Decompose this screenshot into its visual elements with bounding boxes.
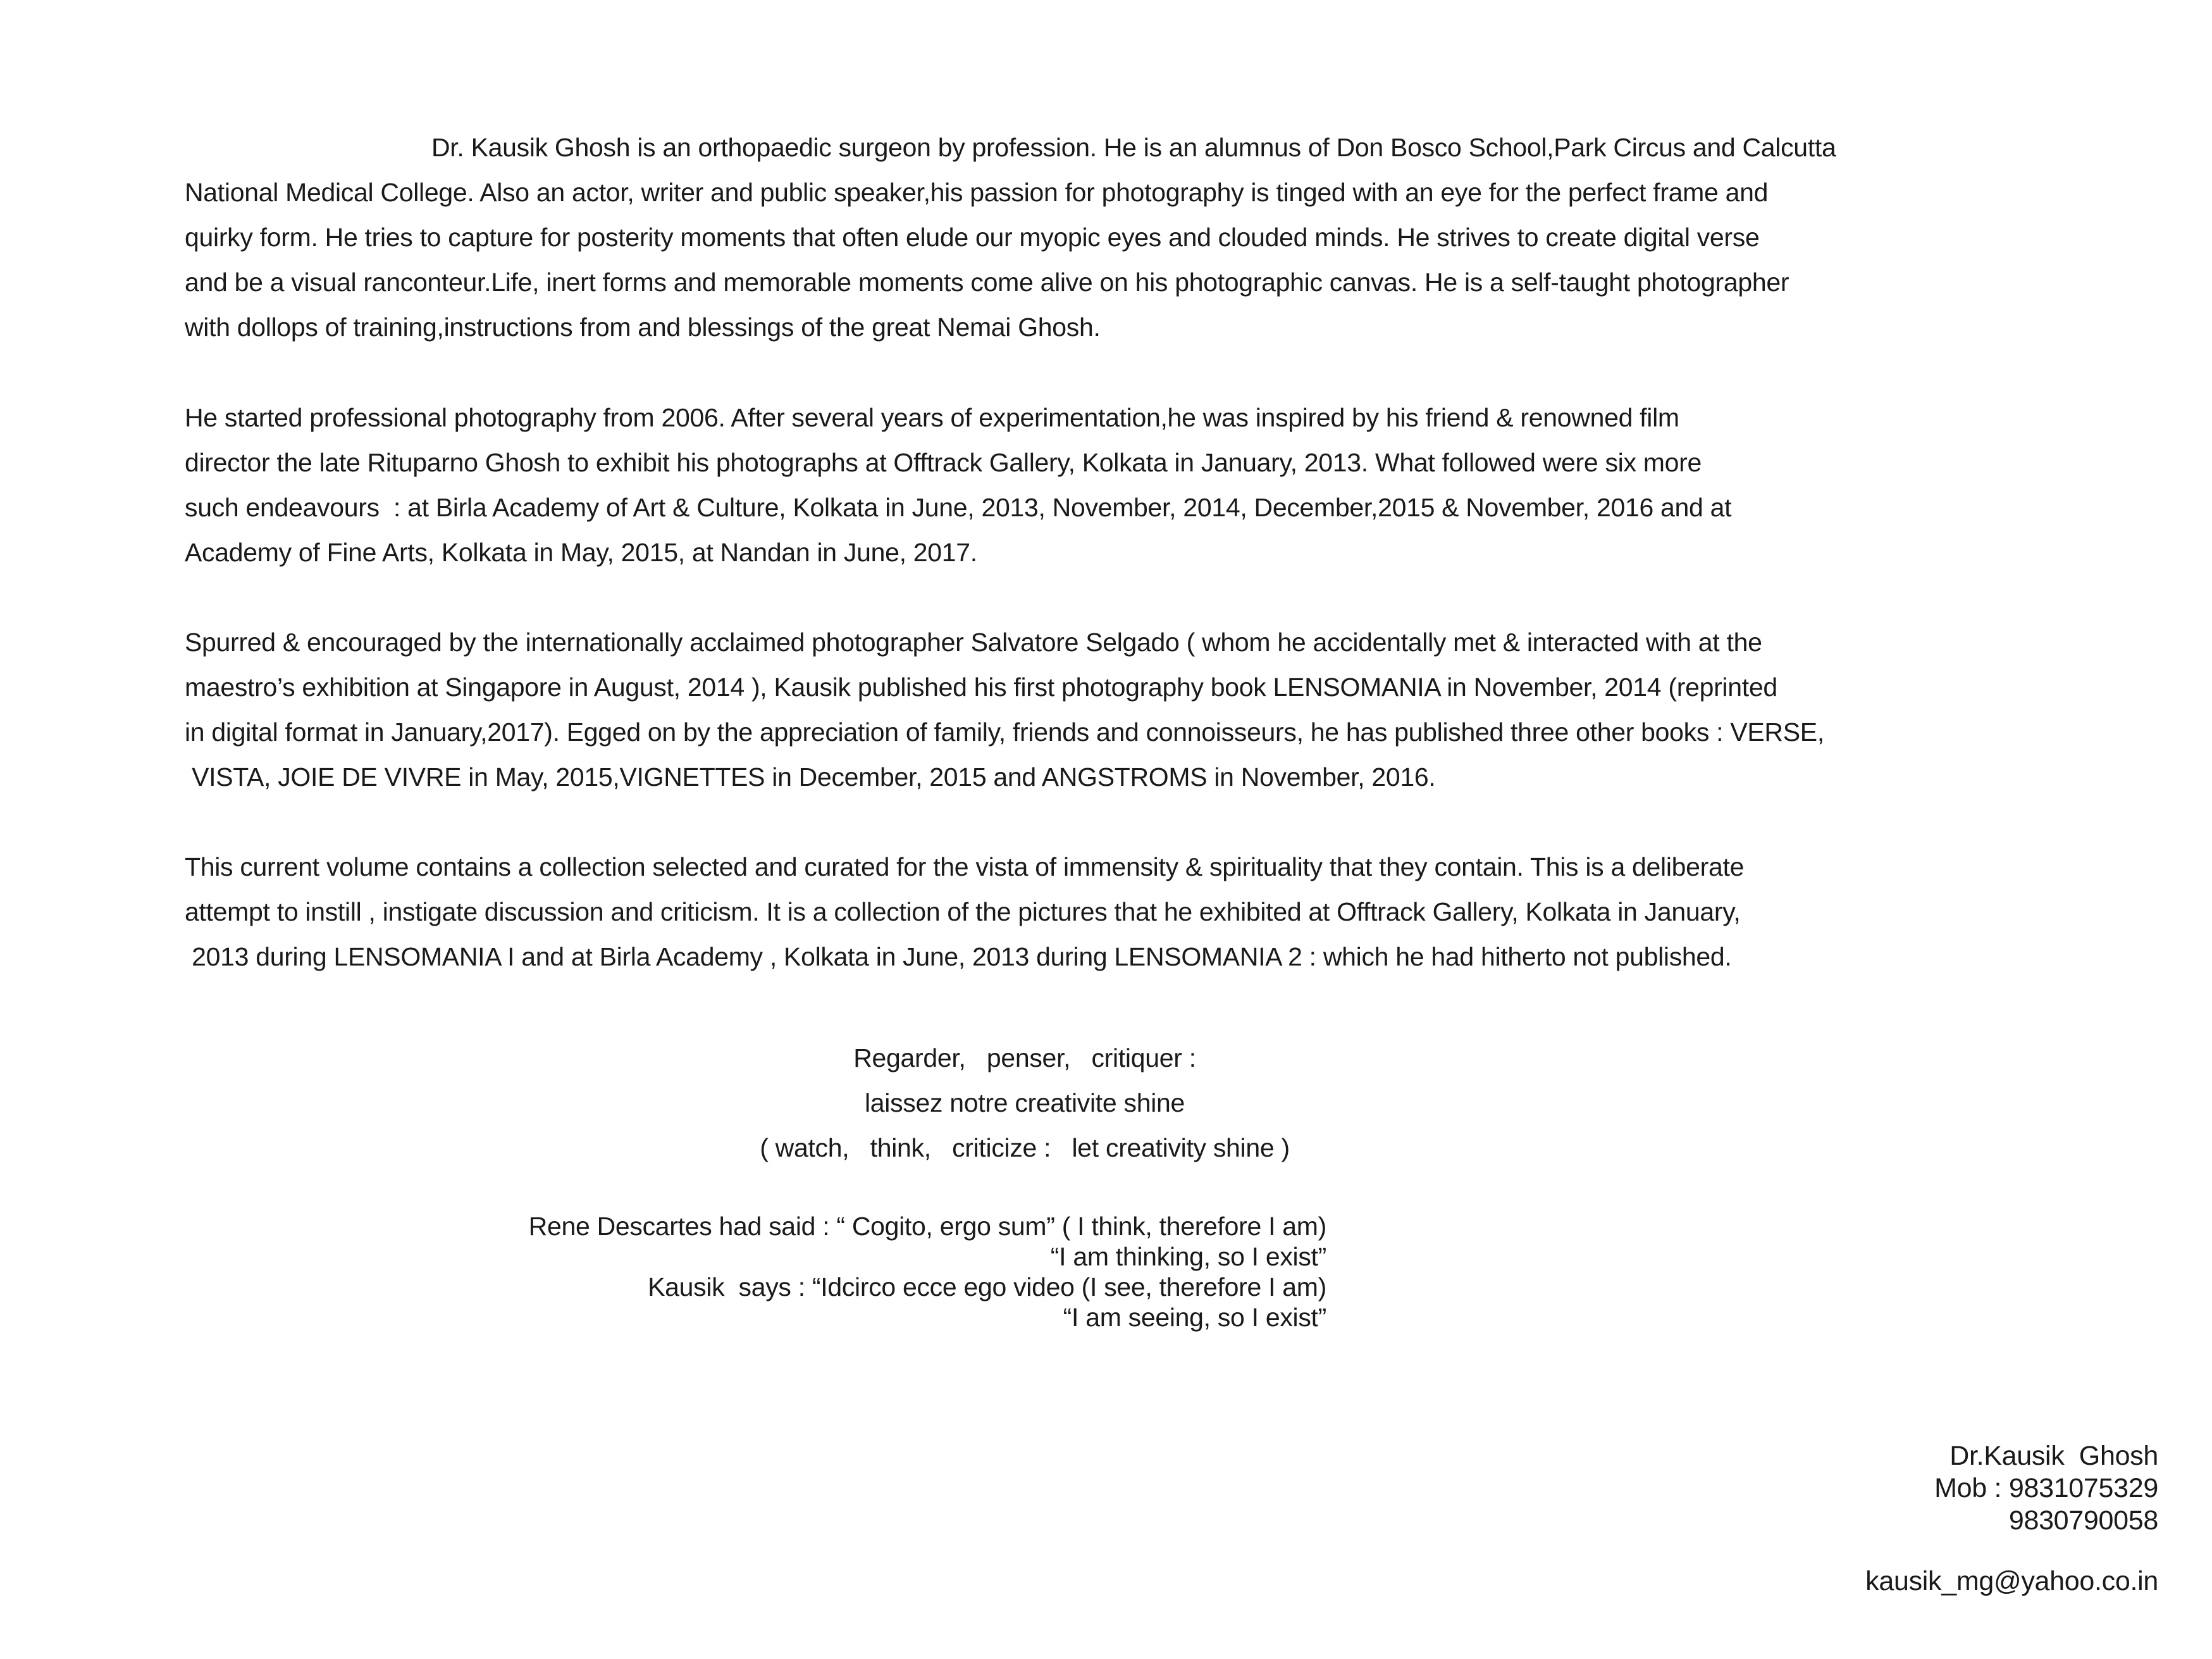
motto-line-french-1: Regarder, penser, critiquer : <box>853 1043 1196 1072</box>
text-line: Spurred & encouraged by the internationally acclaimed photographer Salvatore Selgado ( whom he accidentally met & interacted with at the <box>185 628 1762 657</box>
text-line: director the late Rituparno Ghosh to exhibit his photographs at Offtrack Gallery, Kolkata in January, 2013. What followed were six more <box>185 448 1702 477</box>
contact-name: Dr.Kausik Ghosh <box>1949 1441 2158 1471</box>
descartes-quote: Rene Descartes had said : “ Cogito, ergo sum” ( I think, therefore I am) <box>528 1212 1326 1241</box>
text-line: Academy of Fine Arts, Kolkata in May, 2015, at Nandan in June, 2017. <box>185 538 977 567</box>
text-line: such endeavours : at Birla Academy of Art & Culture, Kolkata in June, 2013, November, 2014, December,2015 & November, 2016 and at <box>185 493 1732 522</box>
text-line: quirky form. He tries to capture for posterity moments that often elude our myopic eyes and clouded minds. He strives to create digital verse <box>185 223 1760 252</box>
text-line: This current volume contains a collection selected and curated for the vista of immensity & spirituality that they contain. This is a deliberate <box>185 852 1745 881</box>
text-line: Dr. Kausik Ghosh is an orthopaedic surgeon by profession. He is an alumnus of Don Bosco School,Park Circus and Calcutta <box>431 133 1836 162</box>
kausik-translation: “I am seeing, so I exist” <box>1063 1303 1326 1332</box>
kausik-quote: Kausik says : “Idcirco ecce ego video (I see, therefore I am) <box>648 1272 1326 1302</box>
text-line: with dollops of training,instructions from and blessings of the great Nemai Ghosh. <box>185 313 1101 342</box>
contact-mobile-1: Mob : 9831075329 <box>1934 1473 2158 1503</box>
text-line: VISTA, JOIE DE VIVRE in May, 2015,VIGNETTES in December, 2015 and ANGSTROMS in November, 2016. <box>185 762 1436 792</box>
contact-email: kausik_mg@yahoo.co.in <box>1865 1566 2158 1596</box>
text-line: and be a visual ranconteur.Life, inert forms and memorable moments come alive on his photographic canvas. He is a self-taught photographer <box>185 268 1789 297</box>
descartes-translation: “I am thinking, so I exist” <box>1050 1242 1326 1271</box>
motto-line-english: ( watch, think, criticize : let creativity shine ) <box>760 1133 1290 1162</box>
motto-line-french-2: laissez notre creativite shine <box>864 1088 1185 1117</box>
text-line: maestro’s exhibition at Singapore in August, 2014 ), Kausik published his first photography book LENSOMANIA in November, 2014 (reprinted <box>185 673 1777 702</box>
text-line: National Medical College. Also an actor, writer and public speaker,his passion for photography is tinged with an eye for the perfect frame and <box>185 178 1769 207</box>
text-line: attempt to instill , instigate discussion and criticism. It is a collection of the pictures that he exhibited at Offtrack Gallery, Kolkata in January, <box>185 897 1741 926</box>
text-line: 2013 during LENSOMANIA I and at Birla Academy , Kolkata in June, 2013 during LENSOMANIA 2 : which he had hitherto not published. <box>185 942 1732 971</box>
text-line: in digital format in January,2017). Egged on by the appreciation of family, friends and connoisseurs, he has published three other books : VERSE, <box>185 718 1824 747</box>
contact-mobile-2: 9830790058 <box>2008 1505 2158 1536</box>
text-line: He started professional photography from 2006. After several years of experimentation,he was inspired by his friend & renowned film <box>185 403 1679 432</box>
